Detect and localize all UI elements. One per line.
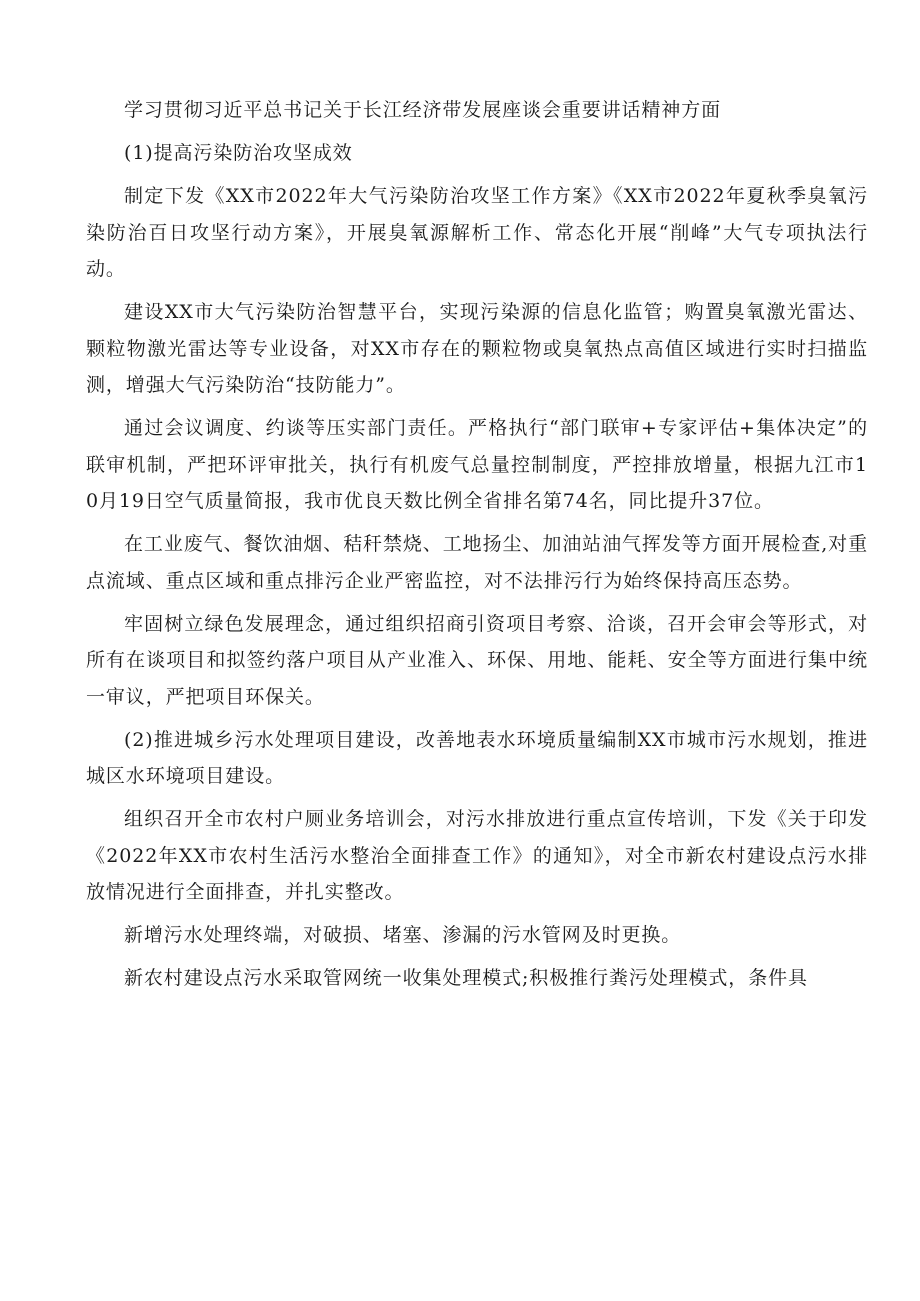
- paragraph: 牢固树立绿色发展理念，通过组织招商引资项目考察、洽谈，召开会审会等形式，对所有在谈项目和拟签约落户项目从产业准入、环保、用地、能耗、安全等方面进行集中统一审议，严把项目环保关。: [86, 612, 868, 708]
- paragraph: 新农村建设点污水采取管网统一收集处理模式;积极推行粪污处理模式，条件具: [124, 967, 808, 989]
- section-heading-1: (1)提高污染防治攻坚成效: [124, 142, 353, 164]
- paragraph: 建设XX市大气污染防治智慧平台，实现污染源的信息化监管；购置臭氧激光雷达、颗粒物激光雷达等专业设备，对XX市存在的颗粒物或臭氧热点高值区域进行实时扫描监测，增强大气污染防治“技防能力”。: [86, 301, 868, 396]
- document-page: [86, 92, 868, 1003]
- paragraph: 在工业废气、餐饮油烟、秸秆禁烧、工地扬尘、加油站油气挥发等方面开展检查,对重点流域、重点区域和重点排污企业严密监控，对不法排污行为始终保持高压态势。: [86, 533, 868, 592]
- section-heading-2: (2)推进城乡污水处理项目建设，改善地表水环境质量编制XX市城市污水规划，推进城区水环境项目建设。: [86, 728, 868, 787]
- document-title: 学习贯彻习近平总书记关于长江经济带发展座谈会重要讲话精神方面: [124, 99, 722, 121]
- paragraph: 制定下发《XX市2022年大气污染防治攻坚工作方案》《XX市2022年夏秋季臭氧污染防治百日攻坚行动方案》，开展臭氧源解析工作、常态化开展“削峰”大气专项执法行动。: [86, 185, 868, 280]
- paragraph: 组织召开全市农村户厕业务培训会，对污水排放进行重点宣传培训，下发《关于印发《2022年XX市农村生活污水整治全面排查工作》的通知》，对全市新农村建设点污水排放情况进行全面排查，并扎实整改。: [86, 808, 868, 903]
- paragraph: 通过会议调度、约谈等压实部门责任。严格执行“部门联审+专家评估+集体决定”的联审机制，严把环评审批关，执行有机废气总量控制制度，严控排放增量，根据九江市10月19日空气质量简报，我市优良天数比例全省排名第74名，同比提升37位。: [86, 417, 868, 512]
- paragraph: 新增污水处理终端，对破损、堵塞、渗漏的污水管网及时更换。: [124, 924, 682, 946]
